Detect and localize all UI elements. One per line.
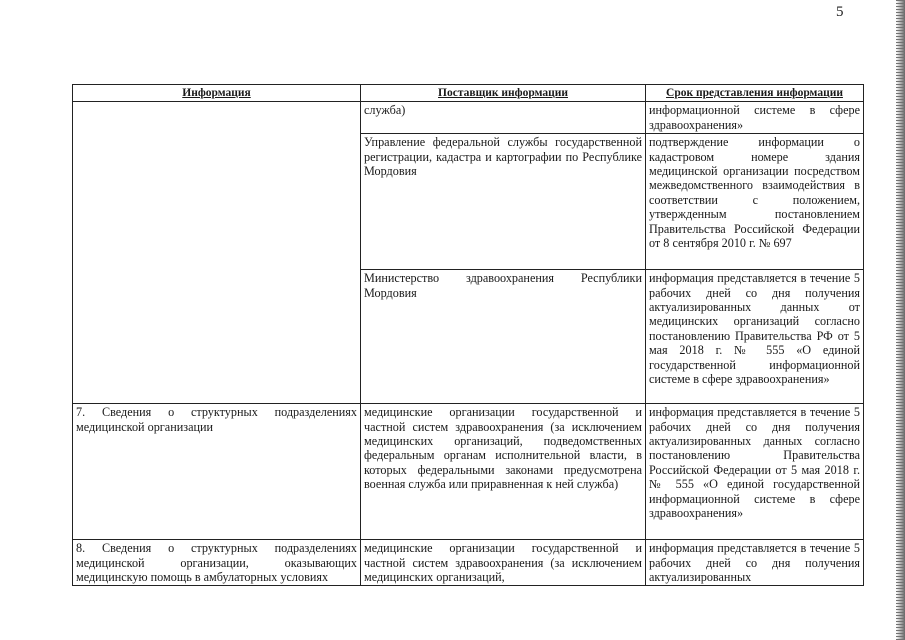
deadline-cell: информация представляется в течение 5 рабочих дней со дня получения актуализированных (646, 540, 864, 586)
header-deadline: Срок представления информации (646, 85, 864, 102)
provider-cell: Министерство здравоохранения Республики Мордовия (361, 270, 646, 404)
table-row (73, 404, 864, 540)
header-information: Информация (73, 85, 361, 102)
provider-cell: медицинские организации государственной и частной систем здравоохранения (за исключением медицинских организаций, подведомственных федеральным органам исполнительной власти, в которых федеральными законами предусмотрена военная служба или приравненная к ней служба) (361, 404, 646, 540)
provider-cell: служба) (361, 102, 646, 134)
provider-cell: Управление федеральной службы государственной регистрации, кадастра и картографии по Республике Мордовия (361, 134, 646, 270)
info-cell: 8. Сведения о структурных подразделениях медицинской организации, оказывающих медицинскую помощь в амбулаторных условиях (73, 540, 361, 586)
header-provider: Поставщик информации (361, 85, 646, 102)
table-header-row (73, 85, 864, 102)
table-row (73, 540, 864, 586)
information-table (72, 84, 864, 586)
info-cell: 7. Сведения о структурных подразделениях медицинской организации (73, 404, 361, 540)
table-row (73, 102, 864, 134)
scan-edge-artifact (896, 0, 905, 640)
provider-cell: медицинские организации государственной и частной систем здравоохранения (за исключением медицинских организаций, (361, 540, 646, 586)
deadline-cell: подтверждение информации о кадастровом номере здания медицинской организации посредством межведомственного взаимодействия в соответствии с положением, утвержденным постановлением Правительства Российской Федерации от 8 сентября 2010 г. № 697 (646, 134, 864, 270)
deadline-cell: информационной системе в сфере здравоохранения» (646, 102, 864, 134)
page-number: 5 (836, 4, 844, 20)
deadline-cell: информация представляется в течение 5 рабочих дней со дня получения актуализированных данных от медицинских организаций согласно постановлению Правительства РФ от 5 мая 2018 г. № 555 «О единой государственной информационной системе в сфере здравоохранения» (646, 270, 864, 404)
info-cell (73, 102, 361, 404)
deadline-cell: информация представляется в течение 5 рабочих дней со дня получения актуализированных данных согласно постановлению Правительства Российской Федерации от 5 мая 2018 г. № 555 «О единой государственной информационной системе в сфере здравоохранения» (646, 404, 864, 540)
